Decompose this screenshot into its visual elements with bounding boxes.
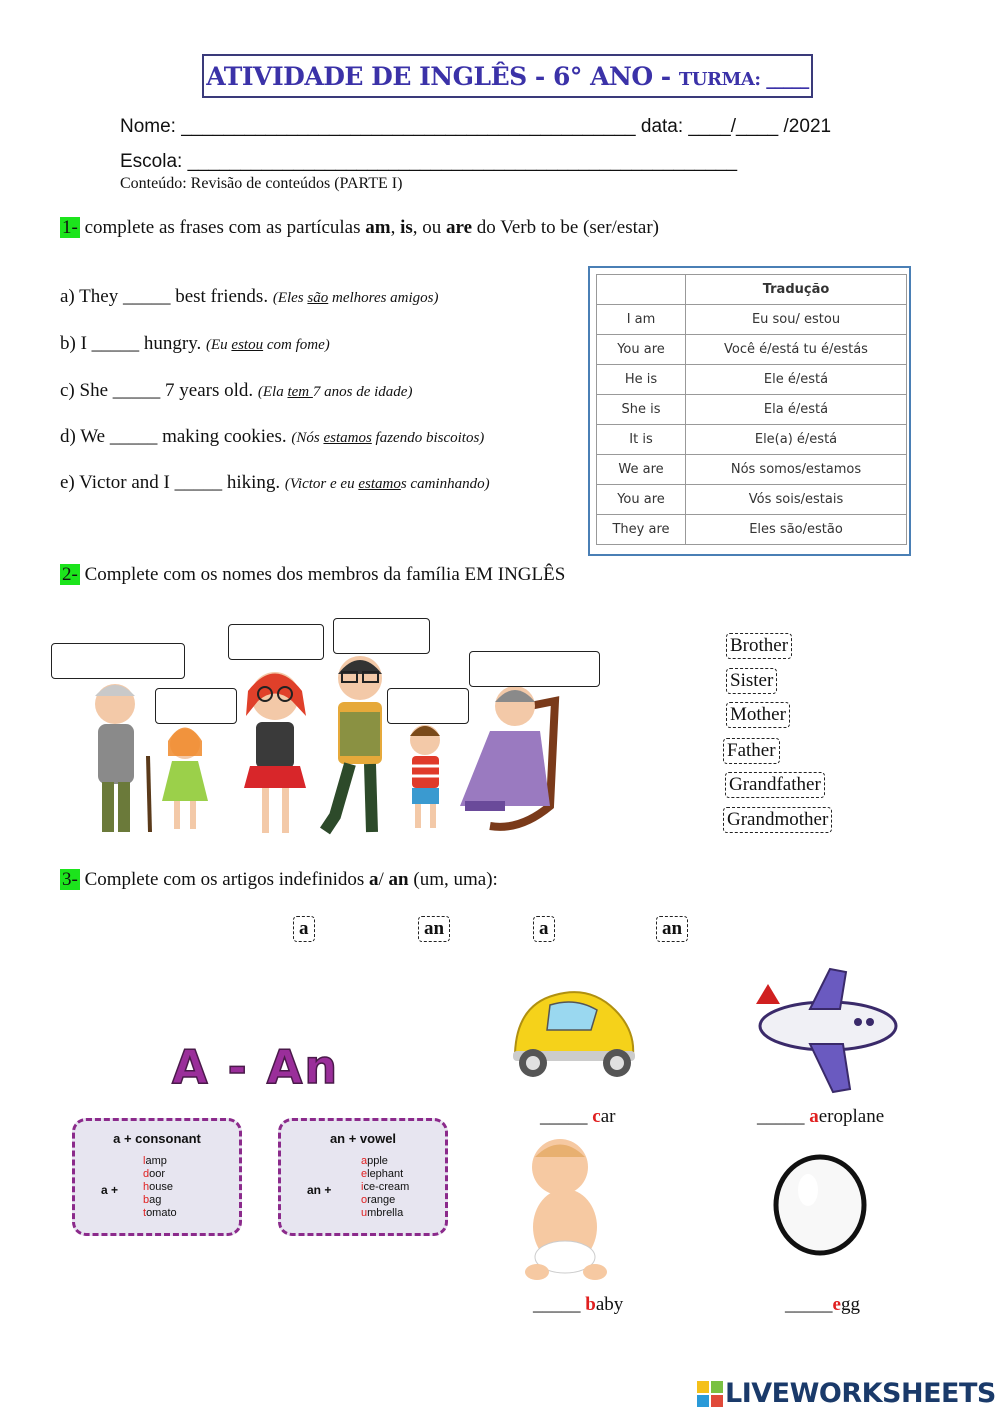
consonant-rule-box: a + consonant a + lamp door house bag tomato (72, 1118, 242, 1236)
word-brother[interactable]: Brother (726, 633, 792, 659)
baby-image (515, 1132, 615, 1287)
escola-line[interactable]: Escola: ____________________________________________________ (120, 151, 738, 172)
answer-box-grandmother[interactable] (469, 651, 600, 687)
brand-text: LIVEWORKSHEETS (725, 1378, 996, 1409)
q1-item-e[interactable]: e) Victor and I _____ hiking. (Victor e eu estamos caminhando) (60, 472, 490, 493)
word-grandmother[interactable]: Grandmother (723, 807, 832, 833)
table-row: We are Nós somos/estamos (597, 455, 907, 485)
answer-box-grandfather[interactable] (51, 643, 185, 679)
nome-line[interactable]: Nome: ___________________________________________ data: ____/____ /2021 (120, 116, 832, 137)
rule-title: A - An (172, 1040, 340, 1094)
worksheet-title (202, 54, 813, 98)
vowel-rule-box: an + vowel an + apple elephant ice-cream orange umbrella (278, 1118, 448, 1236)
logo-icon (697, 1381, 723, 1407)
q1-item-a[interactable]: a) They _____ best friends. (Eles são melhores amigos) (60, 286, 439, 307)
table-row: You are Vós sois/estais (597, 485, 907, 515)
answer-box-brother[interactable] (387, 688, 469, 724)
conteudo-line: Conteúdo: Revisão de conteúdos (PARTE I) (120, 175, 403, 192)
table-row: They are Eles são/estão (597, 515, 907, 545)
liveworksheets-logo (697, 1378, 996, 1409)
q1-item-b[interactable]: b) I _____ hungry. (Eu estou com fome) (60, 333, 330, 354)
brother-figure (410, 725, 440, 828)
table-row: I am Eu sou/ estou (597, 305, 907, 335)
word-father[interactable]: Father (723, 738, 780, 764)
grandfather-figure (95, 684, 150, 832)
answer-box-sister[interactable] (155, 688, 237, 724)
caption-car[interactable]: _____ car (540, 1106, 616, 1127)
option-an-2[interactable]: an (656, 916, 688, 942)
father-figure (325, 656, 382, 832)
option-an-1[interactable]: an (418, 916, 450, 942)
translation-table-frame (588, 266, 911, 556)
mother-figure (244, 672, 306, 833)
table-row: It is Ele(a) é/está (597, 425, 907, 455)
title-turma: TURMA: _____ (678, 69, 809, 90)
grandmother-figure (460, 686, 555, 827)
q1-item-c[interactable]: c) She _____ 7 years old. (Ela tem 7 anos de idade) (60, 380, 413, 401)
table-row: She is Ela é/está (597, 395, 907, 425)
table-row: You are Você é/está tu é/estás (597, 335, 907, 365)
answer-box-mother[interactable] (228, 624, 324, 660)
q3-heading: 3- Complete com os artigos indefinidos a/ an (um, uma): (62, 869, 498, 890)
q1-heading: 1- complete as frases com as partículas am, is, ou are do Verb to be (ser/estar) (62, 217, 659, 238)
table-header: Tradução (686, 275, 907, 305)
title-main: ATIVIDADE DE INGLÊS - 6° ANO - (206, 62, 671, 91)
answer-box-father[interactable] (333, 618, 430, 654)
sister-figure (162, 728, 208, 830)
q2-heading: 2- Complete com os nomes dos membros da família EM INGLÊS (62, 564, 566, 585)
caption-baby[interactable]: _____ baby (533, 1294, 624, 1315)
translation-table (596, 274, 907, 545)
caption-egg[interactable]: _____egg (785, 1294, 860, 1315)
word-grandfather[interactable]: Grandfather (725, 772, 825, 798)
car-image (505, 975, 640, 1093)
q1-item-d[interactable]: d) We _____ making cookies. (Nós estamos fazendo biscoitos) (60, 426, 485, 447)
table-row: He is Ele é/está (597, 365, 907, 395)
aeroplane-image (748, 964, 903, 1099)
word-sister[interactable]: Sister (726, 668, 777, 694)
option-a-1[interactable]: a (293, 916, 315, 942)
caption-aeroplane[interactable]: _____ aeroplane (757, 1106, 885, 1127)
q1-number: 1- (62, 217, 78, 238)
word-mother[interactable]: Mother (726, 702, 790, 728)
egg-image (772, 1150, 868, 1260)
option-a-2[interactable]: a (533, 916, 555, 942)
